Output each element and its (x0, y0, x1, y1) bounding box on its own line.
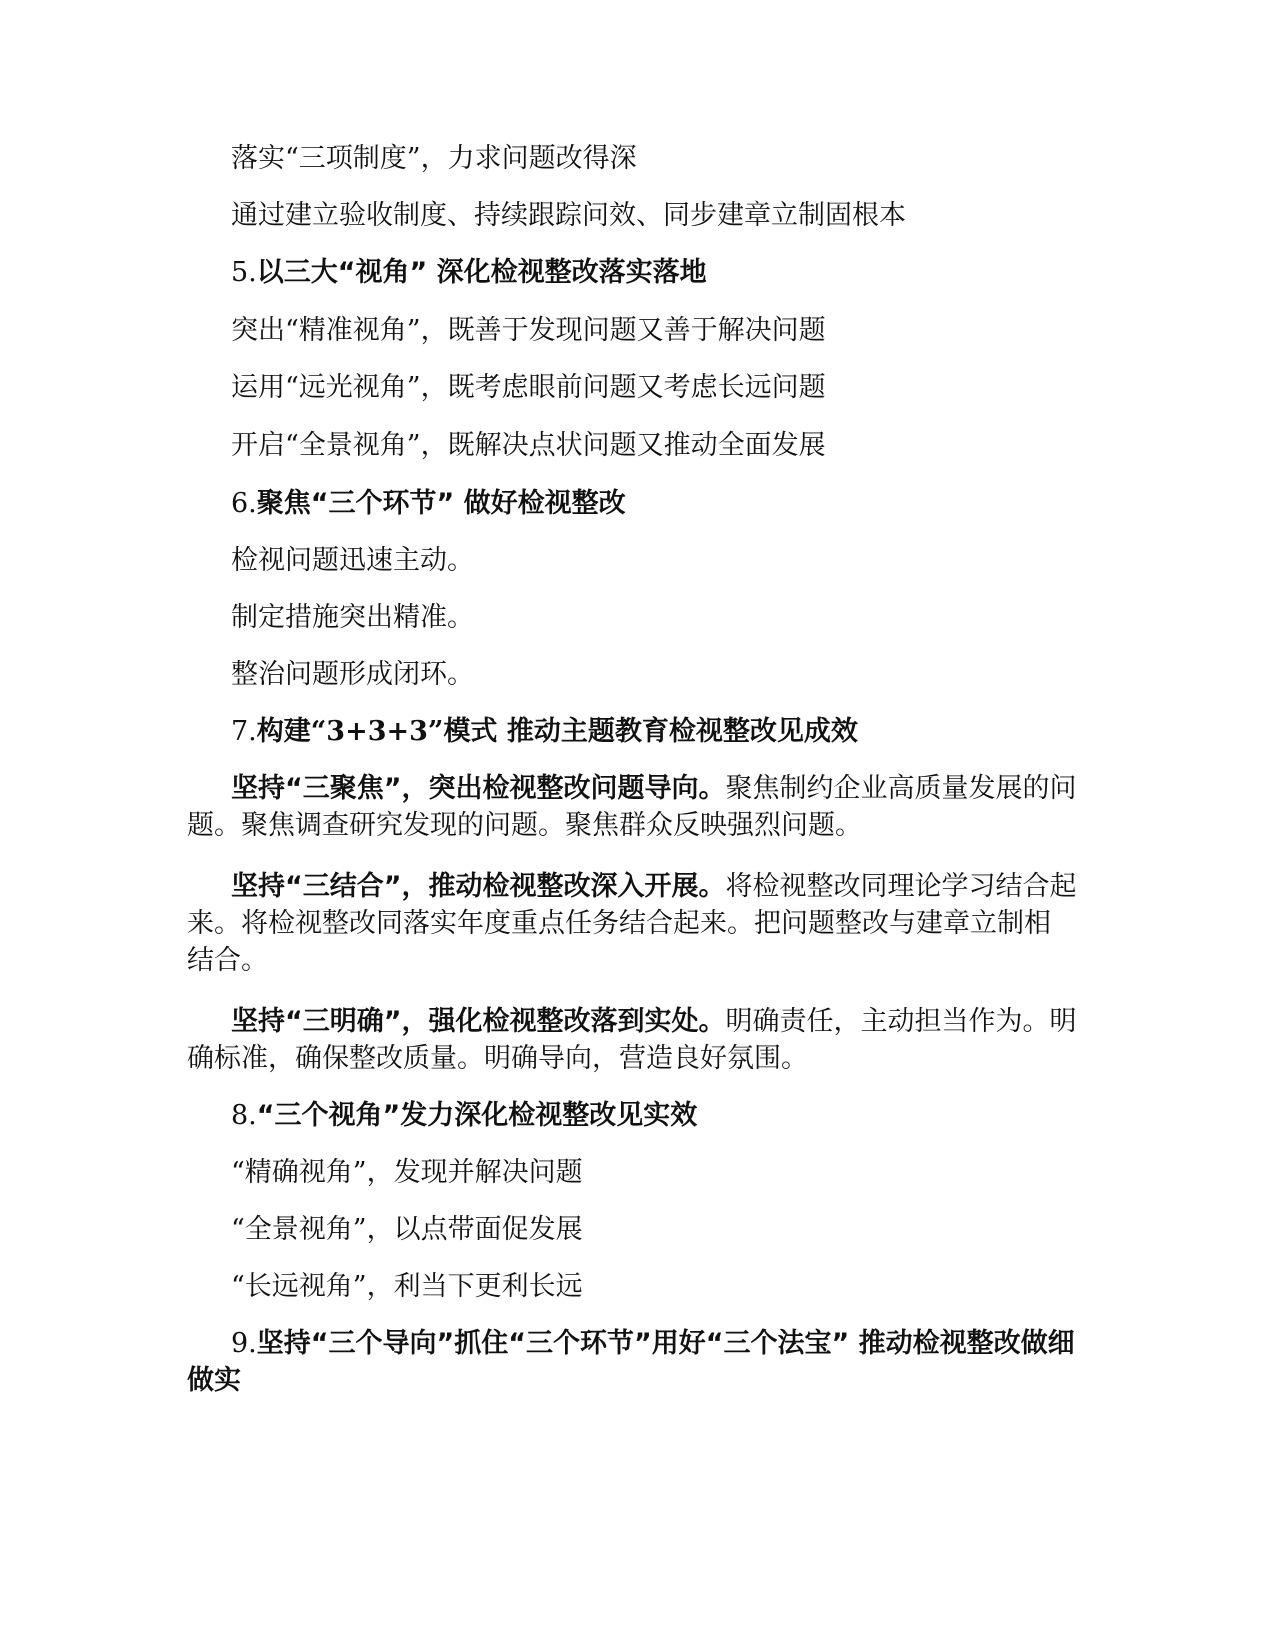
paragraph-three-systems: 落实“三项制度”，力求问题改得深 (231, 143, 637, 174)
heading-9-number: 9. (231, 1328, 257, 1359)
heading-5-number: 5. (231, 257, 257, 288)
heading-6 (187, 485, 1077, 522)
paragraph-measures: 制定措施突出精准。 (231, 602, 474, 633)
three-combine-body: 将检视整改同理论学习结合起来。将检视整改同落实年度重点任务结合起来。把问题整改与建章立制相结合。 (187, 871, 1077, 976)
heading-6-number: 6. (231, 488, 257, 519)
three-clarify-body: 明确责任，主动担当作为。明确标准，确保整改质量。明确导向，营造良好氛围。 (187, 1006, 1077, 1074)
heading-9 (187, 1325, 1077, 1399)
paragraph-panorama-view-2: “全景视角”，以点带面促发展 (231, 1214, 583, 1245)
heading-7-text-c: 模式 推动主题教育检视整改见成效 (443, 716, 858, 747)
heading-8 (187, 1097, 1077, 1134)
paragraph-precise-view: 突出“精准视角”，既善于发现问题又善于解决问题 (231, 315, 826, 346)
three-combine-lead: 坚持“三结合”，推动检视整改深入开展。 (231, 871, 726, 902)
heading-5-text: 以三大“视角” 深化检视整改落实落地 (256, 257, 707, 288)
paragraph-inspect: 检视问题迅速主动。 (231, 545, 474, 576)
three-focus-body: 聚焦制约企业高质量发展的问题。聚焦调查研究发现的问题。聚焦群众反映强烈问题。 (187, 773, 1077, 841)
heading-8-text: “三个视角”发力深化检视整改见实效 (256, 1100, 698, 1131)
paragraph-three-clarify (187, 1003, 1077, 1077)
three-clarify-lead: 坚持“三明确”，强化检视整改落到实处。 (231, 1006, 726, 1037)
paragraph-acceptance-system: 通过建立验收制度、持续跟踪问效、同步建章立制固根本 (231, 200, 906, 231)
paragraph-three-focus (187, 770, 1077, 844)
paragraph-far-view: 运用“远光视角”，既考虑眼前问题又考虑长远问题 (231, 372, 826, 403)
heading-7-text-a: 构建 (256, 716, 311, 747)
paragraph-accurate-view: “精确视角”，发现并解决问题 (231, 1157, 583, 1188)
heading-6-text: 聚焦“三个环节” 做好检视整改 (256, 488, 626, 519)
paragraph-long-view: “长远视角”，利当下更利长远 (231, 1271, 583, 1302)
heading-9-text: 坚持“三个导向”抓住“三个环节”用好“三个法宝” 推动检视整改做细做实 (187, 1328, 1075, 1396)
paragraph-three-combine (187, 868, 1077, 979)
heading-5 (187, 254, 1077, 291)
heading-7-text-b: “3+3+3” (310, 716, 444, 747)
heading-7 (187, 713, 1077, 750)
paragraph-panorama-view: 开启“全景视角”，既解决点状问题又推动全面发展 (231, 430, 826, 461)
heading-8-number: 8. (231, 1100, 257, 1131)
paragraph-closed-loop: 整治问题形成闭环。 (231, 659, 474, 690)
three-focus-lead: 坚持“三聚焦”，突出检视整改问题导向。 (231, 773, 726, 804)
heading-7-number: 7. (231, 716, 257, 747)
